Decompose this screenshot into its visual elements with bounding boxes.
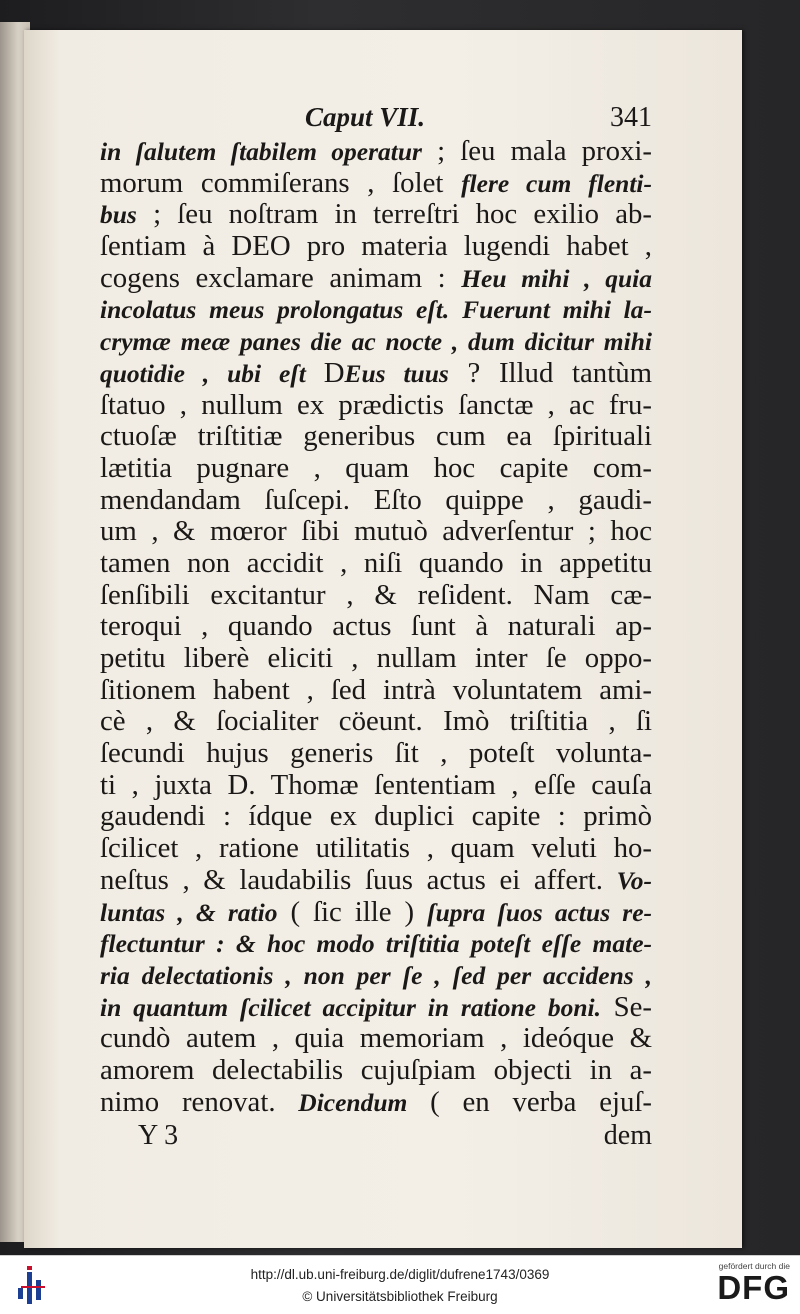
text-line bbox=[100, 706, 652, 738]
italic-text-segment: ria delectationis , non per ſe , ſed per accidens , bbox=[100, 960, 652, 990]
text-segment: ; ſeu noſtram in terreſtri hoc exilio ab- bbox=[136, 198, 652, 231]
page-footer bbox=[100, 1120, 652, 1152]
funding-label: gefördert durch die bbox=[718, 1261, 790, 1271]
text-segment: tamen non accidit , niſi quando in appetitu bbox=[100, 546, 652, 579]
italic-text-segment: Vo- bbox=[616, 865, 652, 895]
text-line bbox=[100, 453, 652, 485]
text-line bbox=[100, 865, 652, 897]
italic-text-segment: Heu mihi , quia bbox=[461, 263, 652, 293]
text-segment: neſtus , & laudabilis ſuus actus ei affert. bbox=[100, 863, 617, 896]
text-line bbox=[100, 928, 652, 960]
italic-text-segment: ſupra ſuos actus re- bbox=[427, 897, 653, 927]
document-url-link[interactable]: http://dl.ub.uni-freiburg.de/diglit/dufrene1743/0369 bbox=[250, 1267, 550, 1282]
text-line bbox=[100, 801, 652, 833]
text-segment: cundò autem , quia memoriam , ideóque & bbox=[100, 1022, 652, 1055]
running-head bbox=[100, 102, 652, 136]
page-content bbox=[100, 102, 652, 1152]
italic-text-segment: crymæ meæ panes die ac nocte , dum dicitur mihi bbox=[100, 327, 652, 357]
text-segment: ( en verba ejuſ- bbox=[407, 1085, 652, 1118]
text-line bbox=[100, 485, 652, 517]
italic-text-segment: Eus tuus bbox=[344, 358, 449, 388]
copyright-notice: © Universitätsbibliothek Freiburg bbox=[302, 1289, 498, 1304]
text-segment: ; ſeu mala proxi- bbox=[421, 135, 652, 167]
text-segment: ctuoſæ triſtitiæ generibus cum ea ſpirituali bbox=[100, 420, 652, 453]
text-line bbox=[100, 1023, 652, 1055]
text-line bbox=[100, 833, 652, 865]
text-segment: um , & mœror ſibi mutuò adverſentur ; hoc bbox=[100, 515, 652, 548]
text-line bbox=[100, 1055, 652, 1087]
text-segment: ? Illud tantùm bbox=[448, 356, 652, 389]
text-line bbox=[100, 580, 652, 612]
text-segment: ſecundi hujus generis ſit , poteſt volunta- bbox=[100, 737, 652, 770]
text-line bbox=[100, 611, 652, 643]
text-segment: ſcilicet , ratione utilitatis , quam veluti ho- bbox=[100, 832, 652, 865]
dfg-logo-icon: DFG bbox=[717, 1269, 790, 1306]
text-line bbox=[100, 960, 652, 992]
text-segment: nimo renovat. bbox=[100, 1085, 299, 1118]
book-page bbox=[24, 30, 742, 1248]
text-line bbox=[100, 516, 652, 548]
text-segment: ſentiam à DEO pro materia lugendi habet , bbox=[100, 230, 652, 263]
page-number: 341 bbox=[610, 102, 652, 133]
text-line bbox=[100, 231, 652, 263]
text-segment: ſitionem habent , ſed intrà voluntatem ami- bbox=[100, 673, 652, 706]
text-segment: morum commiſerans , ſolet bbox=[100, 166, 462, 199]
text-segment: amorem delectabilis cujuſpiam objecti in a- bbox=[100, 1053, 652, 1086]
text-segment: gaudendi : ídque ex duplici capite : primò bbox=[100, 800, 652, 833]
text-segment: teroqui , quando actus ſunt à naturali ap- bbox=[100, 610, 652, 643]
text-segment: Se- bbox=[600, 990, 653, 1023]
italic-text-segment: Dicendum bbox=[298, 1087, 408, 1117]
signature-mark: Y 3 bbox=[138, 1120, 179, 1152]
dfg-logo[interactable] bbox=[704, 1261, 790, 1305]
text-segment: ( ſic ille ) bbox=[277, 895, 428, 928]
text-line bbox=[100, 992, 652, 1024]
italic-text-segment: quotidie , ubi eſt bbox=[100, 358, 324, 388]
italic-text-segment: flectuntur : & hoc modo triſtitia poteſt eſſe mate- bbox=[100, 929, 652, 959]
text-segment: lætitia pugnare , quam hoc capite com- bbox=[100, 451, 652, 484]
text-segment: D bbox=[323, 356, 345, 389]
text-segment: cogens exclamare animam : bbox=[100, 261, 462, 294]
text-line bbox=[100, 199, 652, 231]
text-body bbox=[100, 136, 652, 1118]
text-line bbox=[100, 294, 652, 326]
text-line bbox=[100, 326, 652, 358]
italic-text-segment: flere cum flenti- bbox=[461, 168, 652, 198]
text-line bbox=[100, 770, 652, 802]
text-line bbox=[100, 738, 652, 770]
italic-text-segment: in quantum ſcilicet accipitur in ratione boni. bbox=[100, 992, 601, 1022]
chapter-heading: Caput VII. bbox=[305, 102, 426, 132]
italic-text-segment: in ſalutem ſtabilem operatur bbox=[100, 137, 422, 166]
text-segment: ſtatuo , nullum ex prædictis ſanctæ , ac fru- bbox=[100, 388, 652, 421]
text-line bbox=[100, 897, 652, 929]
text-segment: mendandam ſuſcepi. Eſto quippe , gaudi- bbox=[100, 483, 652, 516]
text-line bbox=[100, 1087, 652, 1119]
italic-text-segment: luntas , & ratio bbox=[100, 897, 278, 927]
text-line bbox=[100, 675, 652, 707]
catchword: dem bbox=[603, 1120, 652, 1152]
text-segment: ſenſibili excitantur , & reſident. Nam cæ- bbox=[100, 578, 652, 611]
text-line bbox=[100, 168, 652, 200]
italic-text-segment: incolatus meus prolongatus eſt. Fuerunt mihi la- bbox=[100, 295, 652, 325]
text-line bbox=[100, 548, 652, 580]
text-segment: cè , & ſocialiter cöeunt. Imò triſtitia , ſi bbox=[100, 705, 652, 738]
viewer-footer-bar bbox=[0, 1255, 800, 1314]
italic-text-segment: bus bbox=[100, 200, 137, 230]
text-segment: petitu liberè eliciti , nullam inter ſe oppo- bbox=[100, 642, 652, 674]
text-line bbox=[100, 358, 652, 390]
text-line bbox=[100, 643, 652, 675]
text-line bbox=[100, 263, 652, 295]
text-line bbox=[100, 136, 652, 168]
text-segment: ti , juxta D. Thomæ ſententiam , eſſe cauſa bbox=[100, 768, 652, 801]
text-line bbox=[100, 390, 652, 422]
text-line bbox=[100, 421, 652, 453]
